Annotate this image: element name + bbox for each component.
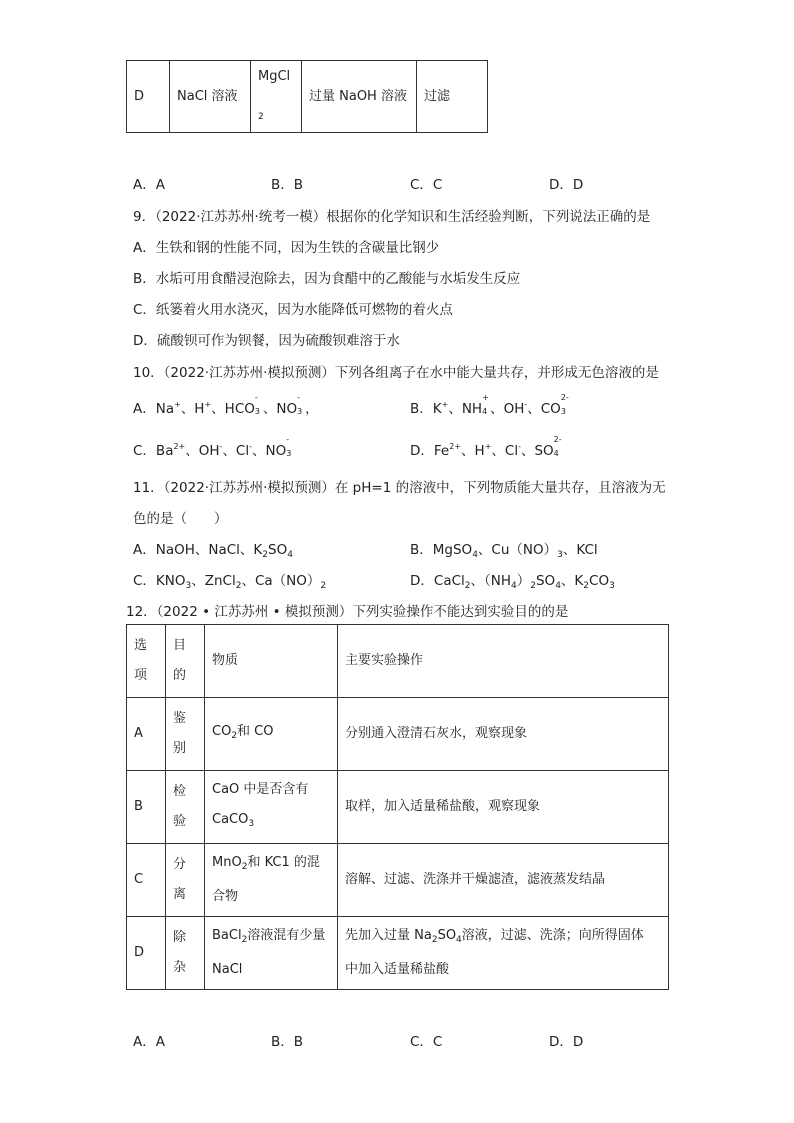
- q8-option-d: D．D: [549, 177, 584, 193]
- q12-header-purpose: 目 的: [166, 625, 205, 698]
- q11-option-a: A．NaOH、NaCl、$K_2SO_4$: [133, 542, 293, 560]
- q12-row-d-substance: BaCl$_2$溶液混有少量 NaCl: [205, 917, 338, 990]
- q12-header-option: 选 项: [127, 625, 166, 698]
- q10-option-a: A．Na+、H+、HCO - 3 、NO - 3 ，: [133, 392, 319, 417]
- q8-table-cell-impurity: [251, 61, 302, 133]
- q9-stem: 9．（2022·江苏苏州·统考一模）根据你的化学知识和生活经验判断，下列说法正确的是: [133, 209, 651, 225]
- q10-stem: 10．（2022·江苏苏州·模拟预测）下列各组离子在水中能大量共存，并形成无色溶液的是: [133, 365, 659, 381]
- q12-row-b-option: B: [127, 771, 166, 844]
- q8-option-b: B．B: [271, 177, 304, 193]
- q12-row-c-purpose: 分 离: [166, 844, 205, 917]
- q12-row-a-option: A: [127, 698, 166, 771]
- q11-option-b: B．MgSO$_4$、$Cu(NO)_3$、KCl: [410, 542, 598, 560]
- q12-row-a-operation: 分别通入澄清石灰水，观察现象: [338, 698, 669, 771]
- q9-option-c: C．纸篓着火用水浇灭，因为水能降低可燃物的着火点: [133, 302, 453, 318]
- q11-option-c: C．$KNO_3$、ZnCl$_2$、$Ca(NO)_2$: [133, 573, 327, 591]
- table-row: [127, 917, 669, 990]
- q12-row-c-option: C: [127, 844, 166, 917]
- q8-table-cell-option: D: [127, 61, 170, 133]
- q8-table-cell-method: 过滤: [417, 61, 488, 133]
- q12-row-d-operation: 先加入过量 $Na_2SO_4$溶液，过滤、洗涤；向所得固体 中加入适量稀盐酸: [338, 917, 669, 990]
- q12-row-a-substance: $CO_2$和 CO: [205, 698, 338, 771]
- q12-row-d-purpose: 除 杂: [166, 917, 205, 990]
- q12-option-c: C．C: [410, 1034, 443, 1050]
- q8-table-cell-reagent: 过量 NaOH 溶液: [302, 61, 417, 133]
- q12-row-b-purpose: 检 验: [166, 771, 205, 844]
- q12-table: [126, 624, 669, 990]
- q12-row-c-substance: MnO$_2$和 KC1 的混 合物: [205, 844, 338, 917]
- q12-stem: 12．（2022 • 江苏苏州 • 模拟预测）下列实验操作不能达到实验目的的是: [126, 604, 569, 620]
- q10-option-c: C．$Ba^{2+}$、OH-、Cl-、NO - 3: [133, 434, 292, 459]
- table-row: [127, 771, 669, 844]
- q11-option-d: D．CaCl$_2$、$(NH_4)_2SO_4$、$K_2CO_3$: [410, 573, 615, 591]
- q12-header-substance: 物质: [205, 625, 338, 698]
- q12-row-d-option: D: [127, 917, 166, 990]
- q9-option-a: A．生铁和钢的性能不同，因为生铁的含碳量比钢少: [133, 240, 440, 256]
- table-row: [127, 698, 669, 771]
- table-row: [127, 844, 669, 917]
- q8-table-cell-substance: NaCl 溶液: [170, 61, 251, 133]
- q12-row-c-operation: 溶解、过滤、洗涤并干燥滤渣，滤液蒸发结晶: [338, 844, 669, 917]
- q8-option-c: C．C: [410, 177, 443, 193]
- q9-option-d: D．硫酸钡可作为钡餐，因为硫酸钡难溶于水: [133, 333, 400, 349]
- q8-impurity-text: MgCl: [258, 68, 291, 84]
- q12-option-b: B．B: [271, 1034, 304, 1050]
- q10-option-d: D．$Fe^{2+}$、H+、Cl-、SO 2- 4: [410, 434, 562, 459]
- q10-option-b: B．K+、NH + 4 、OH-、CO 2- 3: [410, 392, 569, 417]
- q11-stem-line2: 色的是（ ）: [133, 511, 228, 527]
- q12-row-b-substance: CaO 中是否含有 CaCO$_3$: [205, 771, 338, 844]
- q12-table-header: [127, 625, 669, 698]
- q8-table: [126, 60, 488, 133]
- q12-header-operation: 主要实验操作: [338, 625, 669, 698]
- q12-row-a-purpose: 鉴 别: [166, 698, 205, 771]
- q12-row-b-operation: 取样，加入适量稀盐酸，观察现象: [338, 771, 669, 844]
- q12-option-a: A．A: [133, 1034, 165, 1050]
- q9-option-b: B．水垢可用食醋浸泡除去，因为食醋中的乙酸能与水垢发生反应: [133, 271, 521, 287]
- q8-impurity-sub: 2: [258, 111, 264, 122]
- q12-option-d: D．D: [549, 1034, 584, 1050]
- q11-stem-line1: 11．（2022·江苏苏州·模拟预测）在 pH=1 的溶液中，下列物质能大量共存，且溶液为无: [133, 480, 666, 496]
- q8-option-a: A．A: [133, 177, 165, 193]
